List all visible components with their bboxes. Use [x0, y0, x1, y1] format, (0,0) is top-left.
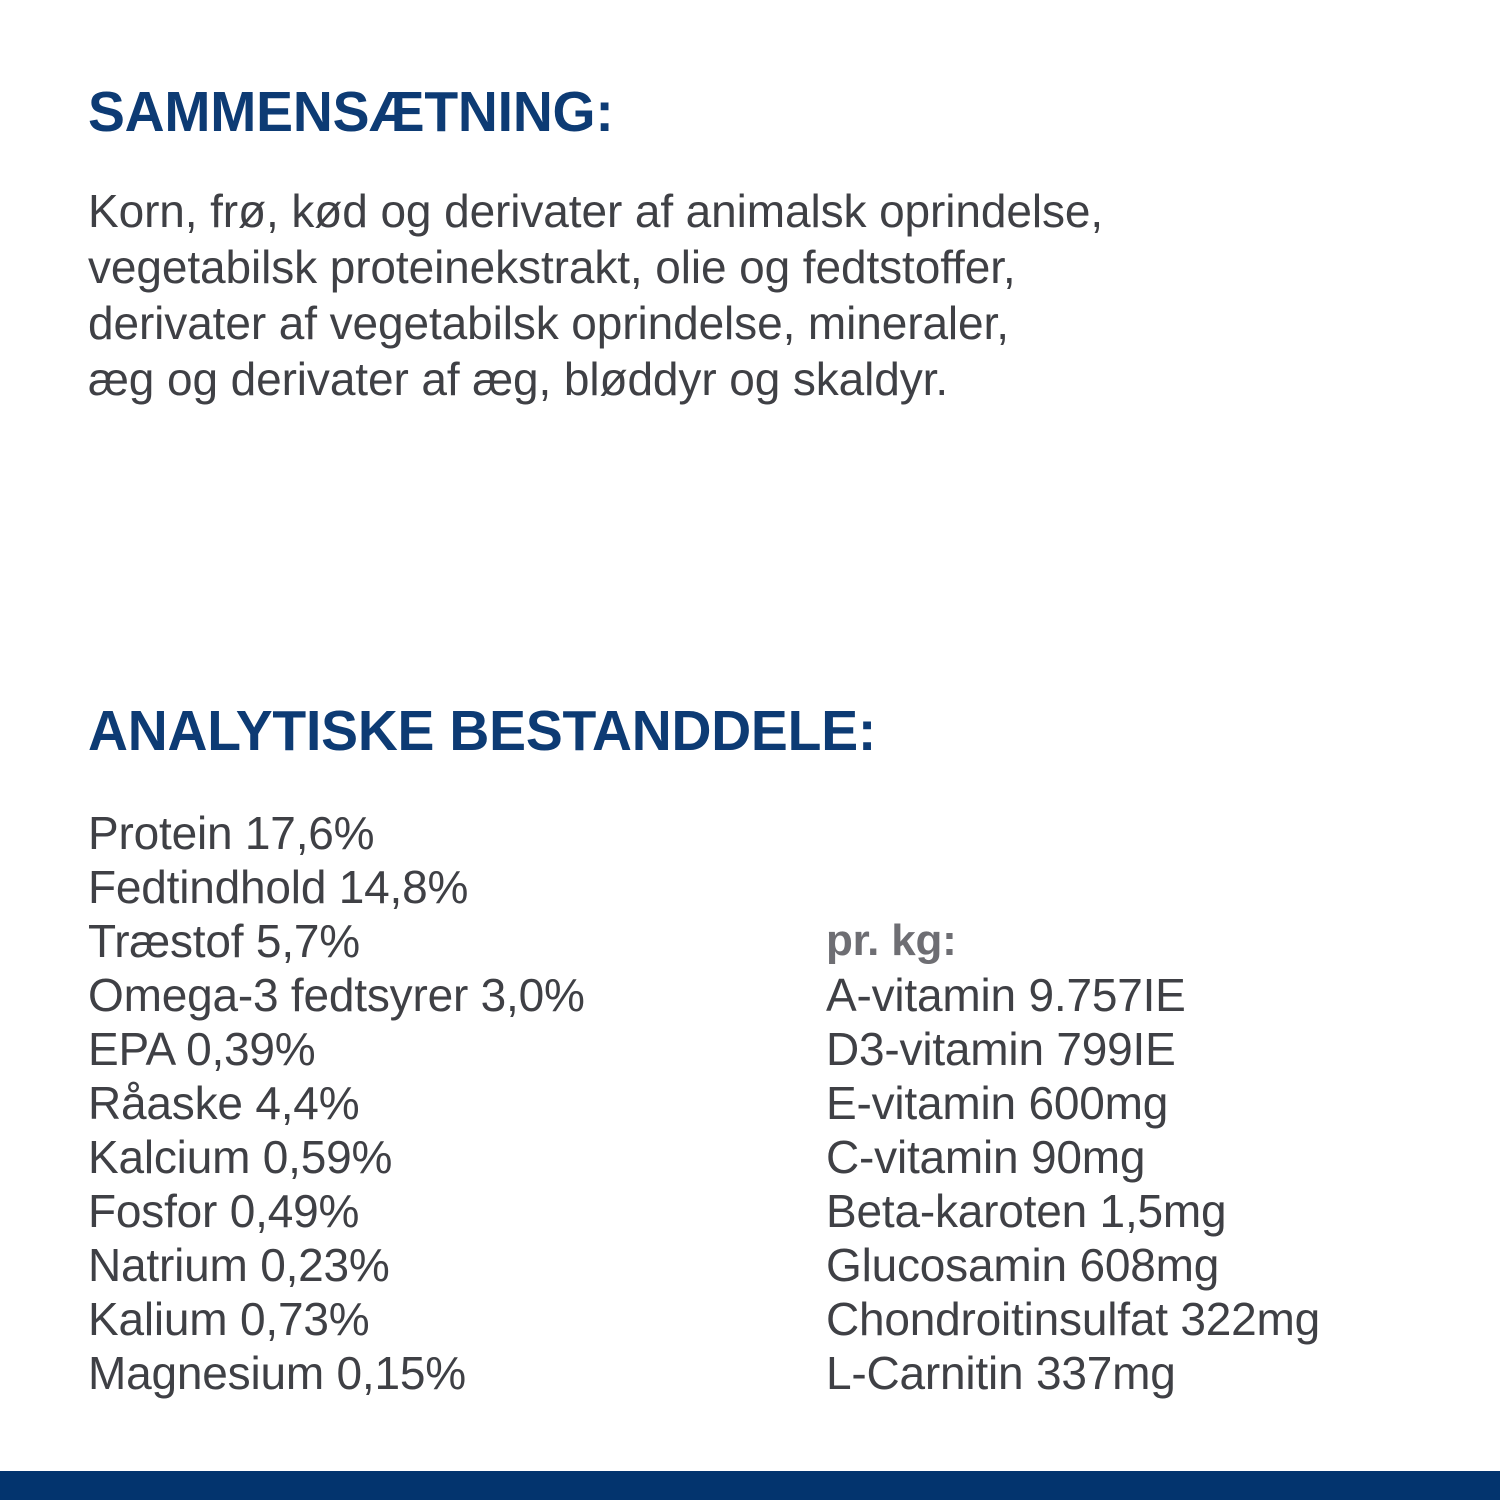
constituent-row: Råaske 4,4%	[88, 1077, 360, 1129]
nutrient-row: A-vitamin 9.757IE	[826, 969, 1186, 1021]
nutrient-row: Glucosamin 608mg	[826, 1239, 1220, 1291]
nutrient-row: Chondroitinsulfat 322mg	[826, 1293, 1321, 1345]
composition-line: æg og derivater af æg, bløddyr og skaldyr.	[88, 353, 949, 405]
constituent-row: Fosfor 0,49%	[88, 1185, 360, 1237]
analytical-constituents-heading: ANALYTISKE BESTANDDELE:	[88, 699, 877, 763]
composition-heading: SAMMENSÆTNING:	[88, 80, 614, 144]
constituents-left-column	[88, 806, 788, 1400]
constituent-row: Kalium 0,73%	[88, 1293, 370, 1345]
constituent-row: EPA 0,39%	[88, 1023, 316, 1075]
per-kilogram-label: pr. kg:	[826, 916, 957, 965]
constituent-row: Protein 17,6%	[88, 807, 375, 859]
constituent-row: Fedtindhold 14,8%	[88, 861, 469, 913]
constituents-right-column	[826, 806, 1486, 1400]
composition-line: Korn, frø, kød og derivater af animalsk oprindelse,	[88, 185, 1104, 237]
nutrient-row: C-vitamin 90mg	[826, 1131, 1146, 1183]
analytical-constituents-table	[0, 806, 1500, 1426]
constituent-row: Magnesium 0,15%	[88, 1347, 466, 1399]
composition-paragraph	[88, 183, 1428, 407]
composition-line: vegetabilsk proteinekstrakt, olie og fedtstoffer,	[88, 241, 1016, 293]
constituent-row: Kalcium 0,59%	[88, 1131, 393, 1183]
constituent-row: Natrium 0,23%	[88, 1239, 390, 1291]
constituent-row: Træstof 5,7%	[88, 915, 360, 967]
nutrient-row: D3-vitamin 799IE	[826, 1023, 1176, 1075]
nutrient-row: L-Carnitin 337mg	[826, 1347, 1176, 1399]
composition-line: derivater af vegetabilsk oprindelse, mineraler,	[88, 297, 1009, 349]
nutrient-row: E-vitamin 600mg	[826, 1077, 1169, 1129]
nutrient-row: Beta-karoten 1,5mg	[826, 1185, 1227, 1237]
bottom-accent-bar	[0, 1471, 1500, 1500]
constituent-row: Omega-3 fedtsyrer 3,0%	[88, 969, 585, 1021]
